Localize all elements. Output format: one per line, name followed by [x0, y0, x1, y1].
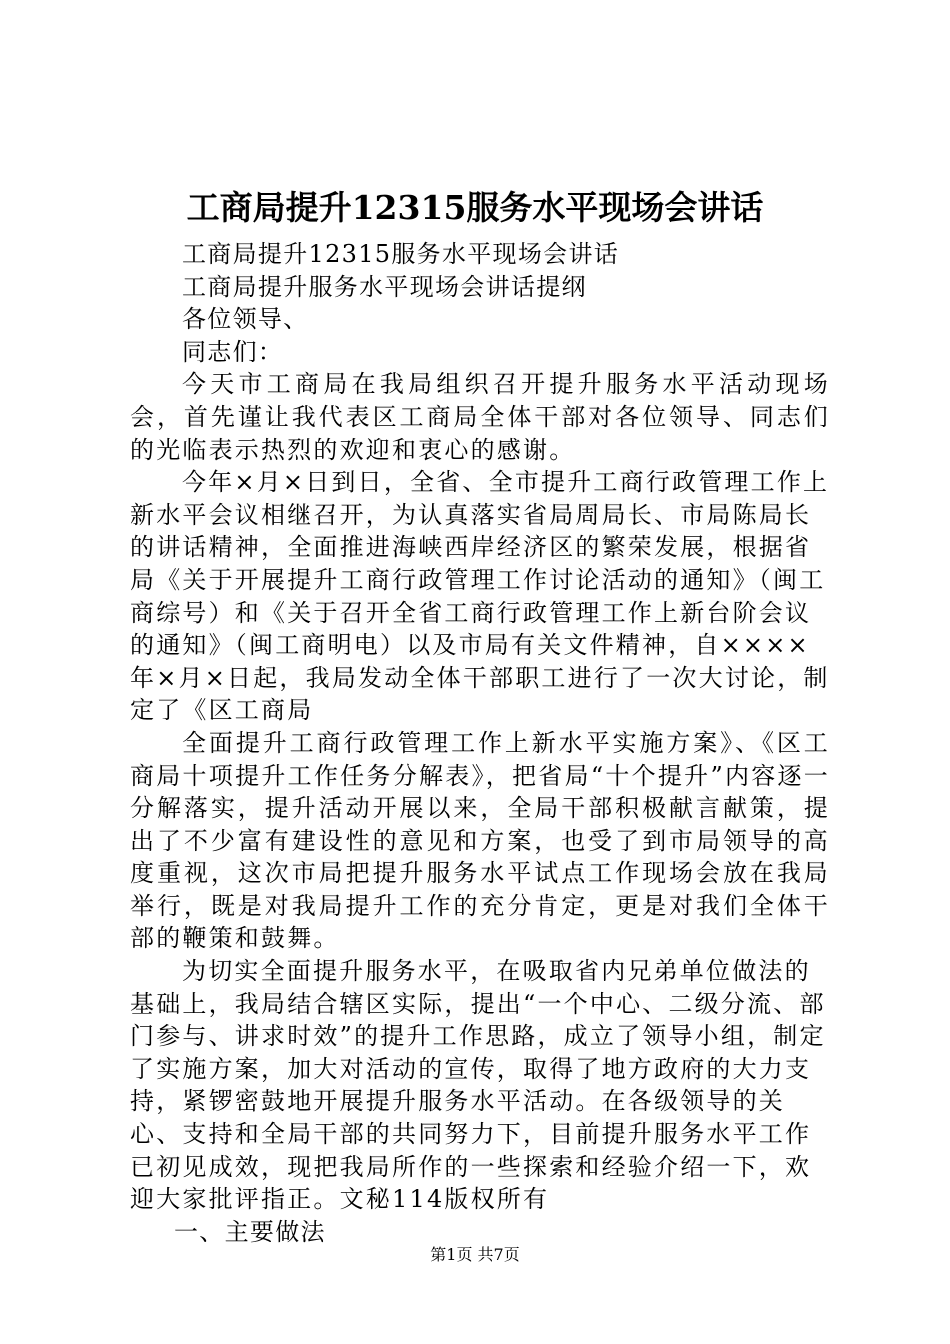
body-paragraph: 今年×月×日到日，全省、全市提升工商行政管理工作上新水平会议相继召开，为认真落实省局周局长、市局陈局长的讲话精神，全面推进海峡西岸经济区的繁荣发展，根据省局《关于开展提升工商行政管理工作讨论活动的通知》（闽工商综号）和《关于召开全省工商行政管理工作上新台阶会议的通知》（闽工商明电）以及市局有关文件精神，自××××年×月×日起，我局发动全体干部职工进行了一次大讨论，制定了《区工商局 [130, 468, 830, 725]
body-paragraph: 为切实全面提升服务水平，在吸取省内兄弟单位做法的基础上，我局结合辖区实际，提出“一个中心、二级分流、部门参与、讲求时效”的提升工作思路，成立了领导小组，制定了实施方案，加大对活动的宣传，取得了地方政府的大力支持，紧锣密鼓地开展提升服务水平活动。在各级领导的关心、支持和全局干部的共同努力下，目前提升服务水平工作已初见成效，现把我局所作的一些探索和经验介绍一下，欢迎大家批评指正。文秘114版权所有 [130, 957, 826, 1214]
body-paragraph: 今天市工商局在我局组织召开提升服务水平活动现场会，首先谨让我代表区工商局全体干部对各位领导、同志们的光临表示热烈的欢迎和衷心的感谢。 [130, 370, 830, 464]
subtitle-line: 工商局提升12315服务水平现场会讲话 [182, 240, 620, 268]
salutation-line: 同志们： [182, 337, 284, 366]
section-heading: 一、主要做法 [174, 1217, 326, 1246]
body-paragraph: 全面提升工商行政管理工作上新水平实施方案》、《区工商局十项提升工作任务分解表》，把省局“十个提升”内容逐一分解落实，提升活动开展以来，全局干部积极献言献策，提出了不少富有建设性的意见和方案，也受了到市局领导的高度重视，这次市局把提升服务水平试点工作现场会放在我局举行，既是对我局提升工作的充分肯定，更是对我们全体干部的鞭策和鼓舞。 [130, 728, 830, 953]
document-body [130, 238, 830, 1248]
salutation-line: 各位领导、 [182, 305, 309, 334]
outline-title-line: 工商局提升服务水平现场会讲话提纲 [182, 272, 587, 301]
document-title: 工商局提升12315服务水平现场会讲话 [186, 188, 764, 227]
page-footer: 第1页 共7页 [430, 1245, 520, 1264]
